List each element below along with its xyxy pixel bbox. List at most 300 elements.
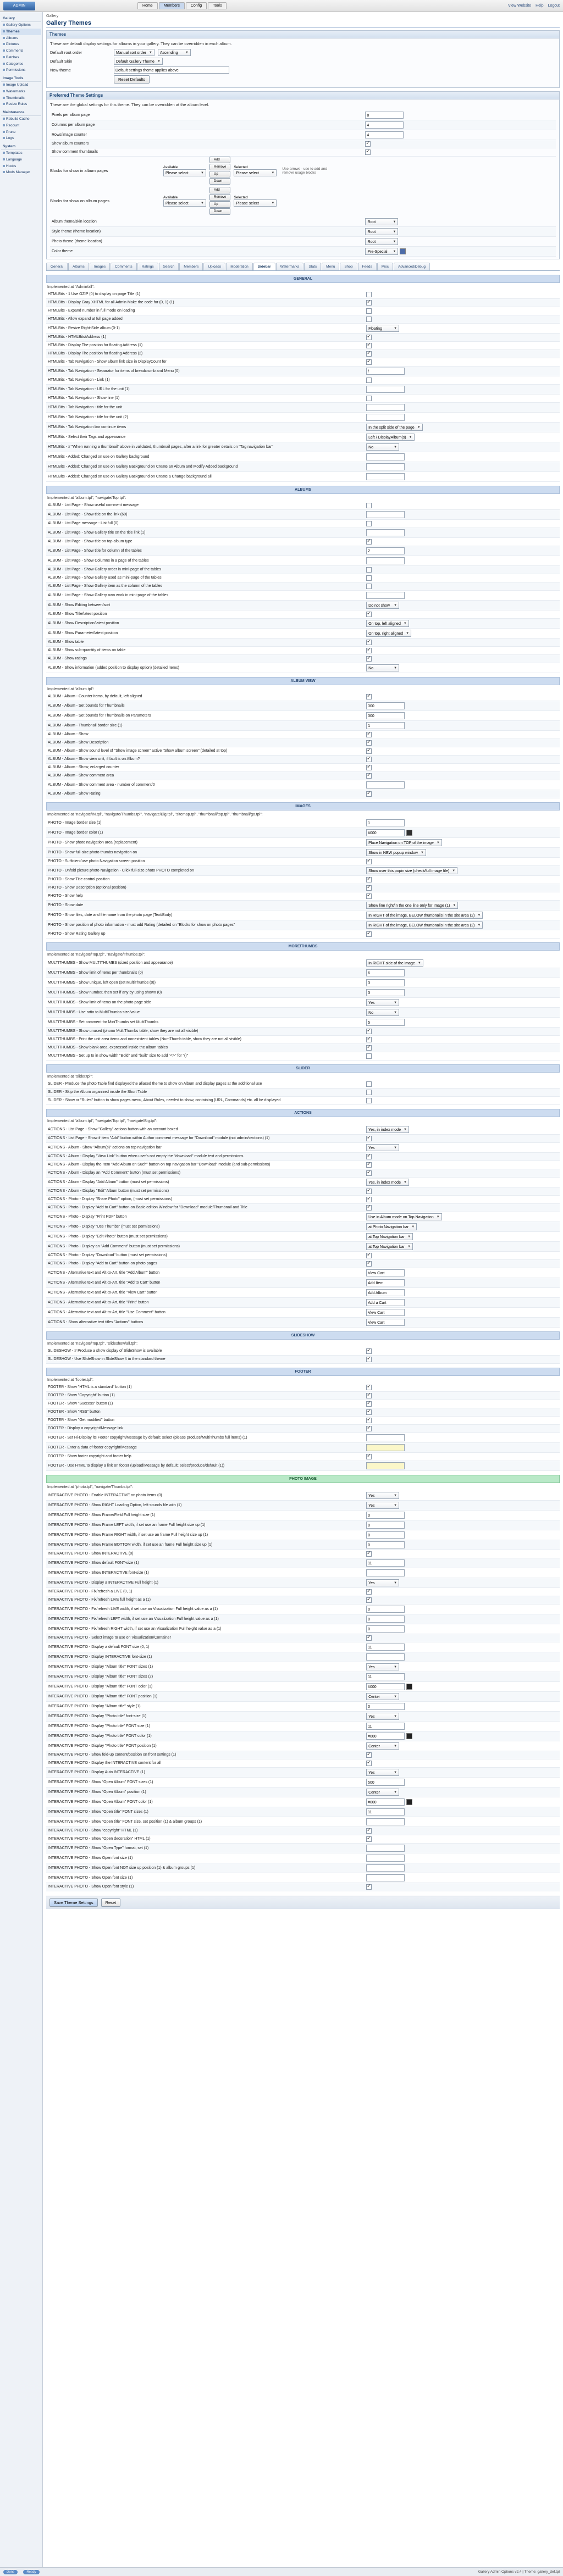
setting-text-input[interactable]: [366, 529, 405, 536]
setting-checkbox[interactable]: [366, 1053, 372, 1059]
link-view-website[interactable]: View Website: [508, 4, 532, 8]
setting-value-cell: [365, 900, 560, 910]
setting-checkbox[interactable]: [366, 1635, 372, 1641]
link-help[interactable]: Help: [536, 4, 544, 8]
setting-checkbox[interactable]: [366, 1597, 372, 1603]
default-direction-select[interactable]: Ascending ▼: [158, 49, 191, 56]
setting-text-input[interactable]: [366, 511, 405, 518]
setting-select[interactable]: Center ▼: [366, 1693, 399, 1700]
setting-checkbox[interactable]: [366, 1197, 372, 1202]
setting-text-input[interactable]: Add a Cart: [366, 1299, 405, 1306]
sidebar-item-prune[interactable]: Prune: [1, 129, 41, 136]
setting-text-input[interactable]: 11: [366, 1559, 405, 1567]
setting-checkbox[interactable]: [366, 1752, 372, 1758]
selected-blocks-select[interactable]: Please select ▼: [234, 199, 277, 207]
available-blocks-select[interactable]: Please select ▼: [163, 169, 206, 176]
sidebar-item-resize-rules[interactable]: Resize Rules: [1, 101, 41, 108]
sidebar-item-batches[interactable]: Batches: [1, 54, 41, 61]
setting-checkbox[interactable]: [366, 1205, 372, 1211]
setting-text-input[interactable]: 0: [366, 1512, 405, 1519]
setting-checkbox[interactable]: [366, 773, 372, 779]
tab-menu[interactable]: Menu: [322, 263, 339, 270]
setting-select[interactable]: Yes, in index mode ▼: [366, 1179, 409, 1186]
tab-ratings[interactable]: Ratings: [137, 263, 158, 270]
setting-select[interactable]: Root ▼: [365, 218, 398, 225]
setting-label: ACTIONS - Photo - Display "Use Thumbs" (must set permissions): [46, 1222, 365, 1231]
top-tab-members[interactable]: Members: [159, 2, 185, 9]
setting-row: [46, 997, 560, 1007]
setting-checkbox[interactable]: [366, 335, 372, 340]
setting-checkbox[interactable]: [365, 149, 371, 155]
setting-label: MULTITHUMBS - Show blank area, expressed inside the album tables: [46, 1043, 365, 1052]
setting-select[interactable]: Yes ▼: [366, 1492, 399, 1499]
sidebar-item-rebuild-cache[interactable]: Rebuild Cache: [1, 116, 41, 123]
default-sort-select[interactable]: Manual sort order ▼: [114, 49, 154, 56]
setting-text-input[interactable]: 1: [366, 722, 405, 729]
setting-checkbox[interactable]: [366, 1761, 372, 1766]
setting-checkbox[interactable]: [366, 1409, 372, 1415]
setting-checkbox[interactable]: [366, 732, 372, 737]
setting-checkbox[interactable]: [366, 1884, 372, 1890]
setting-value-cell: [365, 910, 560, 920]
tab-general[interactable]: General: [46, 263, 68, 270]
setting-select[interactable]: Yes ▼: [366, 1769, 399, 1776]
sidebar-item-language[interactable]: Language: [1, 157, 41, 163]
setting-text-input[interactable]: [366, 1845, 405, 1852]
setting-value-cell: [365, 1530, 560, 1540]
setting-row: [46, 1152, 560, 1161]
setting-row: [50, 236, 556, 246]
setting-checkbox[interactable]: [366, 1385, 372, 1390]
setting-value-cell: [365, 1634, 560, 1642]
setting-row: [46, 987, 560, 997]
link-logout[interactable]: Logout: [548, 4, 560, 8]
blocks-add-button[interactable]: Add: [209, 187, 230, 193]
sidebar-item-gallery-options[interactable]: Gallery Options: [1, 22, 41, 29]
setting-checkbox[interactable]: [366, 1170, 372, 1176]
setting-select[interactable]: Show line right/in the one line only for Image (1) ▼: [366, 902, 458, 909]
setting-row: [46, 1259, 560, 1268]
setting-text-input[interactable]: 0: [366, 1615, 405, 1623]
setting-label: ALBUM - List Page - Show Columns in a page of the tables: [46, 556, 365, 565]
setting-text-input[interactable]: 0: [366, 1625, 405, 1633]
blocks-remove-button[interactable]: Remove: [209, 164, 230, 170]
blocks-up-button[interactable]: Up: [209, 171, 230, 177]
available-blocks-select[interactable]: Please select ▼: [163, 199, 206, 207]
setting-label: INTERACTIVE PHOTO - Show Open font NOT size up position (1) & album groups (1): [46, 1863, 365, 1873]
setting-text-input[interactable]: [366, 386, 405, 393]
setting-checkbox[interactable]: [366, 1037, 372, 1042]
setting-label: FOOTER - Display a copyright/Message link: [46, 1424, 365, 1433]
setting-checkbox[interactable]: [366, 1253, 372, 1258]
setting-select[interactable]: Yes, in index mode ▼: [366, 1126, 409, 1133]
setting-label: Photo theme (theme location): [50, 236, 363, 246]
setting-text-input[interactable]: [366, 1864, 405, 1872]
setting-value-cell: [365, 1007, 560, 1017]
setting-checkbox[interactable]: [366, 740, 372, 746]
setting-select[interactable]: Place Navigation on TOP of the image ▼: [366, 839, 442, 846]
tab-comments[interactable]: Comments: [111, 263, 136, 270]
setting-row: [50, 148, 556, 156]
setting-text-input[interactable]: 8: [365, 112, 404, 119]
tab-moderation[interactable]: Moderation: [226, 263, 253, 270]
setting-row: [46, 1873, 560, 1883]
setting-select[interactable]: Show in NEW popup window ▼: [366, 849, 426, 856]
tab-shop[interactable]: Shop: [340, 263, 357, 270]
setting-select[interactable]: Center ▼: [366, 1742, 399, 1750]
sidebar-item-recount[interactable]: Recount: [1, 123, 41, 129]
setting-select[interactable]: No ▼: [366, 1009, 399, 1016]
sidebar-item-templates[interactable]: Templates: [1, 150, 41, 157]
setting-checkbox[interactable]: [366, 765, 372, 770]
setting-text-input[interactable]: 11: [366, 1808, 405, 1816]
setting-text-input[interactable]: 4: [365, 131, 404, 138]
setting-checkbox[interactable]: [366, 1551, 372, 1557]
setting-value-cell: [365, 1278, 560, 1287]
sidebar-item-logs[interactable]: Logs: [1, 135, 41, 142]
tab-sidebar[interactable]: Sidebar: [253, 263, 275, 270]
section-settings-table: [46, 1080, 560, 1105]
setting-text-input[interactable]: [366, 1855, 405, 1862]
tab-misc[interactable]: Misc: [377, 263, 393, 270]
setting-text-input[interactable]: 500: [366, 1779, 405, 1786]
setting-value-cell: [365, 537, 560, 546]
setting-checkbox[interactable]: [366, 694, 372, 699]
sidebar-item-themes[interactable]: Themes: [1, 29, 41, 35]
setting-text-input[interactable]: [366, 557, 405, 564]
setting-select[interactable]: Yes ▼: [366, 999, 399, 1006]
setting-text-input[interactable]: [366, 453, 405, 460]
setting-checkbox[interactable]: [366, 931, 372, 937]
setting-checkbox[interactable]: [366, 1589, 372, 1595]
setting-checkbox[interactable]: [366, 1261, 372, 1267]
tab-search[interactable]: Search: [159, 263, 179, 270]
setting-checkbox[interactable]: [366, 1836, 372, 1842]
setting-select[interactable]: On top, right aligned ▼: [366, 630, 411, 637]
setting-checkbox[interactable]: [366, 1418, 372, 1423]
setting-text-input[interactable]: Add Item: [366, 1279, 405, 1286]
sidebar-item-thumbnails[interactable]: Thumbnails: [1, 95, 41, 102]
setting-checkbox[interactable]: [366, 791, 372, 797]
setting-select[interactable]: Show over this popin size (check/full image file) ▼: [366, 867, 457, 874]
setting-checkbox[interactable]: [366, 656, 372, 662]
blocks-remove-button[interactable]: Remove: [209, 194, 230, 201]
setting-checkbox[interactable]: [366, 1045, 372, 1051]
setting-text-input[interactable]: 0: [366, 1703, 405, 1710]
setting-text-input[interactable]: 0: [366, 1541, 405, 1548]
setting-text-input[interactable]: 11: [366, 1723, 405, 1730]
setting-row: [46, 1278, 560, 1287]
setting-text-input[interactable]: #000: [366, 829, 405, 836]
setting-text-input[interactable]: [366, 473, 405, 480]
sidebar-item-permissions[interactable]: Permissions: [1, 67, 41, 74]
save-theme-settings-button[interactable]: Save Theme Settings: [49, 1898, 98, 1907]
setting-checkbox[interactable]: [366, 612, 372, 617]
setting-checkbox[interactable]: [366, 1136, 372, 1141]
color-swatch[interactable]: [406, 1799, 412, 1805]
setting-checkbox[interactable]: [366, 567, 372, 573]
app-logo: ADMIN: [3, 2, 35, 10]
setting-select[interactable]: Do not show ▼: [366, 602, 399, 609]
setting-checkbox[interactable]: [366, 1154, 372, 1159]
default-skin-select[interactable]: Default Gallery Theme ▼: [114, 58, 163, 65]
setting-value-cell: [365, 1731, 560, 1741]
setting-text-input[interactable]: #000: [366, 1733, 405, 1740]
setting-select[interactable]: Pre-Special ▼: [365, 248, 398, 255]
setting-value-cell: [365, 747, 560, 755]
setting-select[interactable]: Yes ▼: [366, 1663, 399, 1670]
setting-checkbox[interactable]: [366, 1098, 372, 1103]
setting-value-cell: [365, 1241, 560, 1251]
setting-text-input[interactable]: #000: [366, 1798, 405, 1806]
blocks-down-button[interactable]: Down: [209, 208, 230, 215]
setting-text-input[interactable]: 4: [365, 121, 404, 129]
setting-select[interactable]: at Top Navigation bar ▼: [366, 1243, 413, 1250]
section-implementation-note: Implemented at "navigate/Top.tpl", "navigate/Thumbs.tpl":: [47, 952, 146, 957]
setting-checkbox[interactable]: [366, 317, 372, 322]
setting-select[interactable]: Yes ▼: [366, 1144, 399, 1151]
setting-value-cell: [365, 298, 560, 307]
setting-checkbox[interactable]: [366, 377, 372, 383]
setting-text-input[interactable]: 3: [366, 979, 405, 986]
setting-label: INTERACTIVE PHOTO - Show INTERACTIVE (0): [46, 1550, 365, 1558]
setting-checkbox[interactable]: [366, 1348, 372, 1354]
setting-checkbox[interactable]: [365, 141, 371, 147]
reset-defaults-button[interactable]: Reset Defaults: [114, 75, 150, 84]
setting-select[interactable]: Use in Album mode on Top Navigation ▼: [366, 1213, 442, 1220]
setting-checkbox[interactable]: [366, 893, 372, 899]
setting-checkbox[interactable]: [366, 877, 372, 882]
setting-value-cell: [365, 646, 560, 654]
setting-text-input[interactable]: View Cart: [366, 1319, 405, 1326]
setting-label: INTERACTIVE PHOTO - Display "Photo title" FONT position (1): [46, 1741, 365, 1751]
top-tab-home[interactable]: Home: [137, 2, 158, 9]
setting-row: [46, 471, 560, 481]
setting-checkbox[interactable]: [366, 300, 372, 306]
setting-checkbox[interactable]: [366, 648, 372, 653]
setting-checkbox[interactable]: [366, 1029, 372, 1034]
setting-text-input[interactable]: [366, 1569, 405, 1576]
setting-checkbox[interactable]: [366, 539, 372, 545]
color-swatch[interactable]: [400, 248, 406, 254]
setting-checkbox[interactable]: [366, 359, 372, 365]
setting-checkbox[interactable]: [366, 396, 372, 401]
tab-images[interactable]: Images: [90, 263, 110, 270]
setting-checkbox[interactable]: [366, 308, 372, 314]
setting-text-input[interactable]: 6: [366, 969, 405, 976]
sidebar-item-albums[interactable]: Albums: [1, 35, 41, 42]
setting-row: [46, 1604, 560, 1614]
tab-watermarks[interactable]: Watermarks: [276, 263, 304, 270]
tab-albums[interactable]: Albums: [68, 263, 89, 270]
setting-checkbox[interactable]: [366, 748, 372, 754]
setting-select[interactable]: In RIGHT of the image, BELOW thumbnails in the site area (2) ▼: [366, 912, 483, 919]
setting-checkbox[interactable]: [366, 292, 372, 297]
reset-button[interactable]: Reset: [101, 1898, 121, 1907]
setting-text-input[interactable]: [366, 1874, 405, 1881]
new-theme-input[interactable]: Default settings theme applies above: [114, 66, 229, 74]
section-header-photo-image: PHOTO IMAGE: [46, 1475, 560, 1483]
setting-text-input[interactable]: 300: [366, 712, 405, 719]
setting-checkbox[interactable]: [366, 640, 372, 645]
setting-text-input[interactable]: 1: [366, 819, 405, 826]
setting-text-input[interactable]: View Cart: [366, 1269, 405, 1276]
top-tab-config[interactable]: Config: [186, 2, 207, 9]
setting-checkbox[interactable]: [366, 575, 372, 581]
blocks-up-button[interactable]: Up: [209, 201, 230, 208]
setting-value-cell: [365, 628, 560, 638]
setting-checkbox[interactable]: [366, 1162, 372, 1168]
setting-value-cell: [365, 1787, 560, 1797]
block-position-rows: [50, 157, 556, 215]
setting-text-input[interactable]: [366, 414, 405, 421]
top-tab-tools[interactable]: Tools: [208, 2, 227, 9]
blocks-move-buttons: [209, 187, 230, 215]
setting-checkbox[interactable]: [366, 584, 372, 589]
tab-advanced-debug[interactable]: Advanced/Debug: [394, 263, 430, 270]
setting-row: [46, 628, 560, 638]
color-swatch[interactable]: [406, 830, 412, 836]
setting-checkbox[interactable]: [366, 885, 372, 891]
setting-select[interactable]: Yes ▼: [366, 1502, 399, 1509]
setting-text-input[interactable]: [366, 1653, 405, 1661]
setting-value-cell: [365, 1355, 560, 1363]
setting-checkbox[interactable]: [366, 351, 372, 357]
setting-checkbox[interactable]: [366, 1393, 372, 1398]
sidebar-item-categories[interactable]: Categories: [1, 61, 41, 68]
selected-blocks-select[interactable]: Please select ▼: [234, 169, 277, 176]
setting-value-cell: [365, 1843, 560, 1853]
setting-checkbox[interactable]: [366, 757, 372, 762]
setting-row: [46, 1007, 560, 1017]
setting-select[interactable]: In the split side of the page ▼: [366, 424, 423, 431]
sidebar-group-title: Gallery: [1, 15, 41, 22]
setting-select[interactable]: at Photo Navigation bar ▼: [366, 1223, 417, 1230]
setting-select[interactable]: Center ▼: [366, 1789, 399, 1796]
tab-stats[interactable]: Stats: [304, 263, 321, 270]
setting-text-input[interactable]: [366, 404, 405, 411]
setting-checkbox[interactable]: [366, 1426, 372, 1431]
setting-text-input[interactable]: 0: [366, 1531, 405, 1539]
setting-text-input[interactable]: View Cart: [366, 1309, 405, 1316]
setting-text-input[interactable]: [366, 1434, 405, 1441]
setting-value-cell: [365, 1177, 560, 1187]
setting-row: [46, 537, 560, 546]
setting-text-input[interactable]: [366, 781, 405, 789]
setting-row: [46, 1169, 560, 1177]
setting-text-input[interactable]: 300: [366, 702, 405, 709]
setting-text-input[interactable]: /: [366, 368, 405, 375]
setting-text-input[interactable]: 11: [366, 1673, 405, 1680]
setting-checkbox[interactable]: [366, 1454, 372, 1459]
setting-text-input[interactable]: [366, 592, 405, 599]
setting-checkbox[interactable]: [366, 859, 372, 864]
sidebar-item-mods-manager[interactable]: Mods Manager: [1, 169, 41, 176]
setting-text-input[interactable]: 11: [366, 1644, 405, 1651]
setting-select[interactable]: Floating ▼: [366, 325, 399, 332]
setting-select[interactable]: On top, left aligned ▼: [366, 620, 409, 627]
setting-checkbox[interactable]: [366, 1090, 372, 1095]
setting-row: [46, 452, 560, 462]
setting-text-input[interactable]: 5: [366, 1019, 405, 1026]
sidebar-item-comments[interactable]: Comments: [1, 48, 41, 54]
section-settings-rows: [46, 958, 560, 1061]
setting-row: [46, 1721, 560, 1731]
setting-select[interactable]: In RIGHT side of the image ▼: [366, 959, 423, 967]
tab-feeds[interactable]: Feeds: [358, 263, 377, 270]
setting-checkbox[interactable]: [366, 521, 372, 526]
setting-select[interactable]: Root ▼: [365, 238, 398, 245]
setting-label: INTERACTIVE PHOTO - Display "Photo title" FONT color (1): [46, 1731, 365, 1741]
sidebar-item-pictures[interactable]: Pictures: [1, 41, 41, 48]
tab-members[interactable]: Members: [179, 263, 203, 270]
setting-checkbox[interactable]: [366, 1828, 372, 1834]
setting-text-input[interactable]: [366, 463, 405, 470]
tab-uploads[interactable]: Uploads: [203, 263, 225, 270]
setting-checkbox[interactable]: [366, 1357, 372, 1362]
setting-text-input[interactable]: 3: [366, 989, 405, 996]
setting-label: HTMLBits - Resize Right-Side album (0-1): [46, 323, 365, 333]
color-swatch[interactable]: [406, 1684, 412, 1690]
sidebar-item-hooks[interactable]: Hooks: [1, 163, 41, 170]
setting-label: MULTITHUMBS - Show unique, left open (set MultiThumbs (0)): [46, 978, 365, 987]
setting-checkbox[interactable]: [366, 1189, 372, 1194]
section-settings-table: [46, 1491, 560, 1891]
status-bar: [0, 2567, 563, 2576]
setting-value-cell: [365, 1558, 560, 1568]
setting-row: [46, 1452, 560, 1461]
setting-select[interactable]: Root ▼: [365, 228, 398, 235]
setting-text-input[interactable]: 0: [366, 1606, 405, 1613]
setting-text-input[interactable]: Add Album: [366, 1289, 405, 1296]
setting-select[interactable]: Left / DisplayAlbum(s) ▼: [366, 434, 414, 441]
available-blocks-group: [163, 196, 206, 207]
setting-value-cell: [365, 582, 560, 590]
setting-label: FOOTER - Use HTML to display a link on footer (upload/Message by default; select/produce/default (1)): [46, 1461, 365, 1470]
setting-select[interactable]: No ▼: [366, 443, 399, 451]
setting-checkbox[interactable]: [366, 1081, 372, 1087]
setting-select[interactable]: Yes ▼: [366, 1579, 399, 1586]
setting-checkbox[interactable]: [366, 343, 372, 348]
blocks-down-button[interactable]: Down: [209, 178, 230, 185]
setting-select[interactable]: at Top Navigation bar ▼: [366, 1233, 413, 1240]
setting-value-cell: [365, 358, 560, 366]
setting-text-input[interactable]: [366, 1818, 405, 1825]
setting-text-input[interactable]: 2: [366, 547, 405, 554]
sidebar-item-image-upload[interactable]: Image Upload: [1, 82, 41, 88]
setting-select[interactable]: In RIGHT of the image, BELOW thumbnails in the site area (2) ▼: [366, 921, 483, 929]
setting-checkbox[interactable]: [366, 503, 372, 508]
blocks-add-button[interactable]: Add: [209, 157, 230, 163]
preferred-theme-hint: These are the global settings for this theme. They can be overridden at the album level.: [50, 102, 209, 108]
setting-text-input[interactable]: [366, 1462, 405, 1469]
setting-text-input[interactable]: #000: [366, 1683, 405, 1690]
color-swatch[interactable]: [406, 1733, 412, 1739]
sidebar-item-watermarks[interactable]: Watermarks: [1, 88, 41, 95]
section-header-albums: ALBUMS: [46, 486, 560, 494]
setting-label: HTMLBits - Added: Changed on use on Gallery background: [46, 452, 365, 462]
setting-select[interactable]: No ▼: [366, 664, 399, 671]
setting-value-cell: [365, 610, 560, 618]
setting-select[interactable]: Yes ▼: [366, 1713, 399, 1720]
setting-text-input[interactable]: [366, 1444, 405, 1451]
setting-label: HTMLBits - Display The position for floating Address (2): [46, 349, 365, 358]
setting-row: [46, 771, 560, 780]
setting-row: [46, 1461, 560, 1470]
setting-label: INTERACTIVE PHOTO - Display a INTERACTIVE Full height (1): [46, 1578, 365, 1587]
setting-checkbox[interactable]: [366, 1401, 372, 1407]
setting-text-input[interactable]: 0: [366, 1522, 405, 1529]
